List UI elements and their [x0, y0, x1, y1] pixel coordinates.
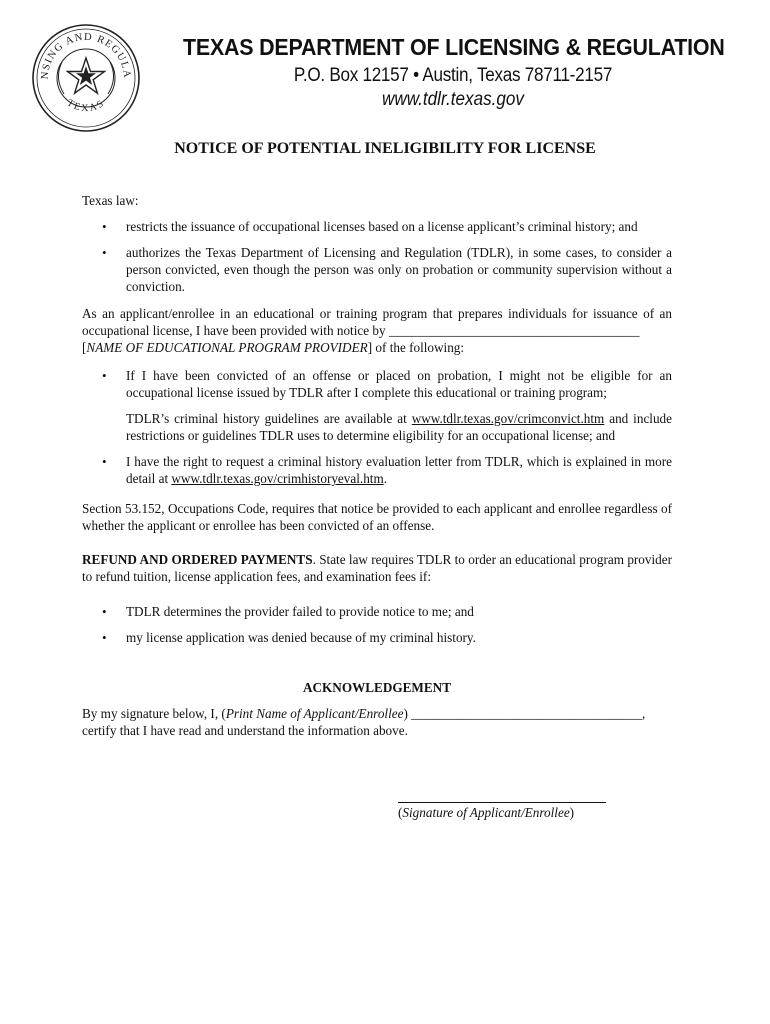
provider-placeholder: NAME OF EDUCATIONAL PROGRAM PROVIDER	[86, 340, 368, 355]
crimconvict-link[interactable]: www.tdlr.texas.gov/crimconvict.htm	[411, 411, 605, 426]
bullet-icon: •	[102, 219, 107, 234]
list-item: • my license application was denied because of my criminal history.	[102, 630, 476, 645]
agency-address: P.O. Box 12157 • Austin, Texas 78711-2157	[293, 65, 613, 86]
guidelines-text: TDLR’s criminal history guidelines are available at www.tdlr.texas.gov/crimconvict.htm and include restrictions or guidelines TDLR uses to determine eligibility for an occupational license; and	[126, 411, 673, 443]
bullet-icon: •	[102, 630, 107, 645]
crimhistoryeval-link[interactable]: www.tdlr.texas.gov/crimhistoryeval.htm	[171, 471, 384, 486]
applicant-paragraph: As an applicant/enrollee in an educational or training program that prepares individuals for issuance of an occupational license, I have been provided with notice by ______________________________________ [NAME OF EDUCATIONAL PROGRAM PROVIDER] of the following:	[82, 306, 672, 355]
refund-paragraph: REFUND AND ORDERED PAYMENTS. State law requires TDLR to order an educational program provider to refund tuition, license application fees, and examination fees if:	[82, 552, 672, 584]
notice-bullet-list	[82, 367, 672, 487]
tdlr-seal	[30, 22, 142, 134]
print-name-label: Print Name of Applicant/Enrollee	[225, 706, 404, 721]
print-name-blank: ) ___________________________________,	[403, 706, 646, 721]
refund-heading: REFUND AND ORDERED PAYMENTS	[82, 552, 313, 567]
bullet-icon: •	[102, 368, 107, 383]
provider-name-blank: ______________________________________	[388, 323, 640, 338]
agency-website: www.tdlr.texas.gov	[382, 89, 524, 110]
document-title: NOTICE OF POTENTIAL INELIGIBILITY FOR LICENSE	[174, 140, 596, 157]
section-paragraph: Section 53.152, Occupations Code, requires that notice be provided to each applicant and enrollee regardless of whether the applicant or enrollee has been convicted of an offense.	[82, 501, 672, 533]
list-item: • authorizes the Texas Department of Licensing and Regulation (TDLR), in some cases, to consider a person convicted, even though the person was only on probation or community supervision without a conviction.	[102, 245, 672, 294]
signature-block	[398, 790, 608, 821]
acknowledgement-statement: By my signature below, I, (Print Name of Applicant/Enrollee) ___________________________________, certify that I have read and understand the information above.	[82, 706, 646, 738]
bullet-icon: •	[102, 454, 107, 469]
list-item: • restricts the issuance of occupational licenses based on a license applicant’s criminal history; and	[102, 219, 638, 234]
list-item: • TDLR determines the provider failed to provide notice to me; and	[102, 604, 474, 619]
intro-text: Texas law:	[82, 193, 139, 208]
list-item: • If I have been convicted of an offense or placed on probation, I might not be eligible for an occupational license issued by TDLR after I complete this educational or training program; TDLR’s criminal history guidelines are available at www.tdlr.texas.gov/crimconvict.htm and include restrictions or guidelines TDLR uses to determine eligibility for an occupational license; and	[102, 368, 673, 443]
signature-line[interactable]	[398, 790, 606, 803]
letterhead	[183, 34, 723, 111]
svg-text:LICENSING AND REGULATION: NSING AND REGULA	[39, 31, 133, 80]
acknowledgement-heading: ACKNOWLEDGEMENT	[302, 680, 451, 695]
agency-name: TEXAS DEPARTMENT OF LICENSING & REGULATION	[183, 34, 725, 60]
svg-text:TEXAS: TEXAS	[64, 97, 108, 115]
document-body	[82, 192, 672, 739]
bullet-icon: •	[102, 604, 107, 619]
signature-caption: (Signature of Applicant/Enrollee)	[398, 805, 575, 820]
law-bullet-list	[82, 218, 672, 295]
list-item: • I have the right to request a criminal history evaluation letter from TDLR, which is explained in more detail at www.tdlr.texas.gov/crimhistoryeval.htm.	[102, 454, 672, 486]
bullet-icon: •	[102, 245, 107, 260]
refund-bullet-list	[82, 603, 672, 646]
